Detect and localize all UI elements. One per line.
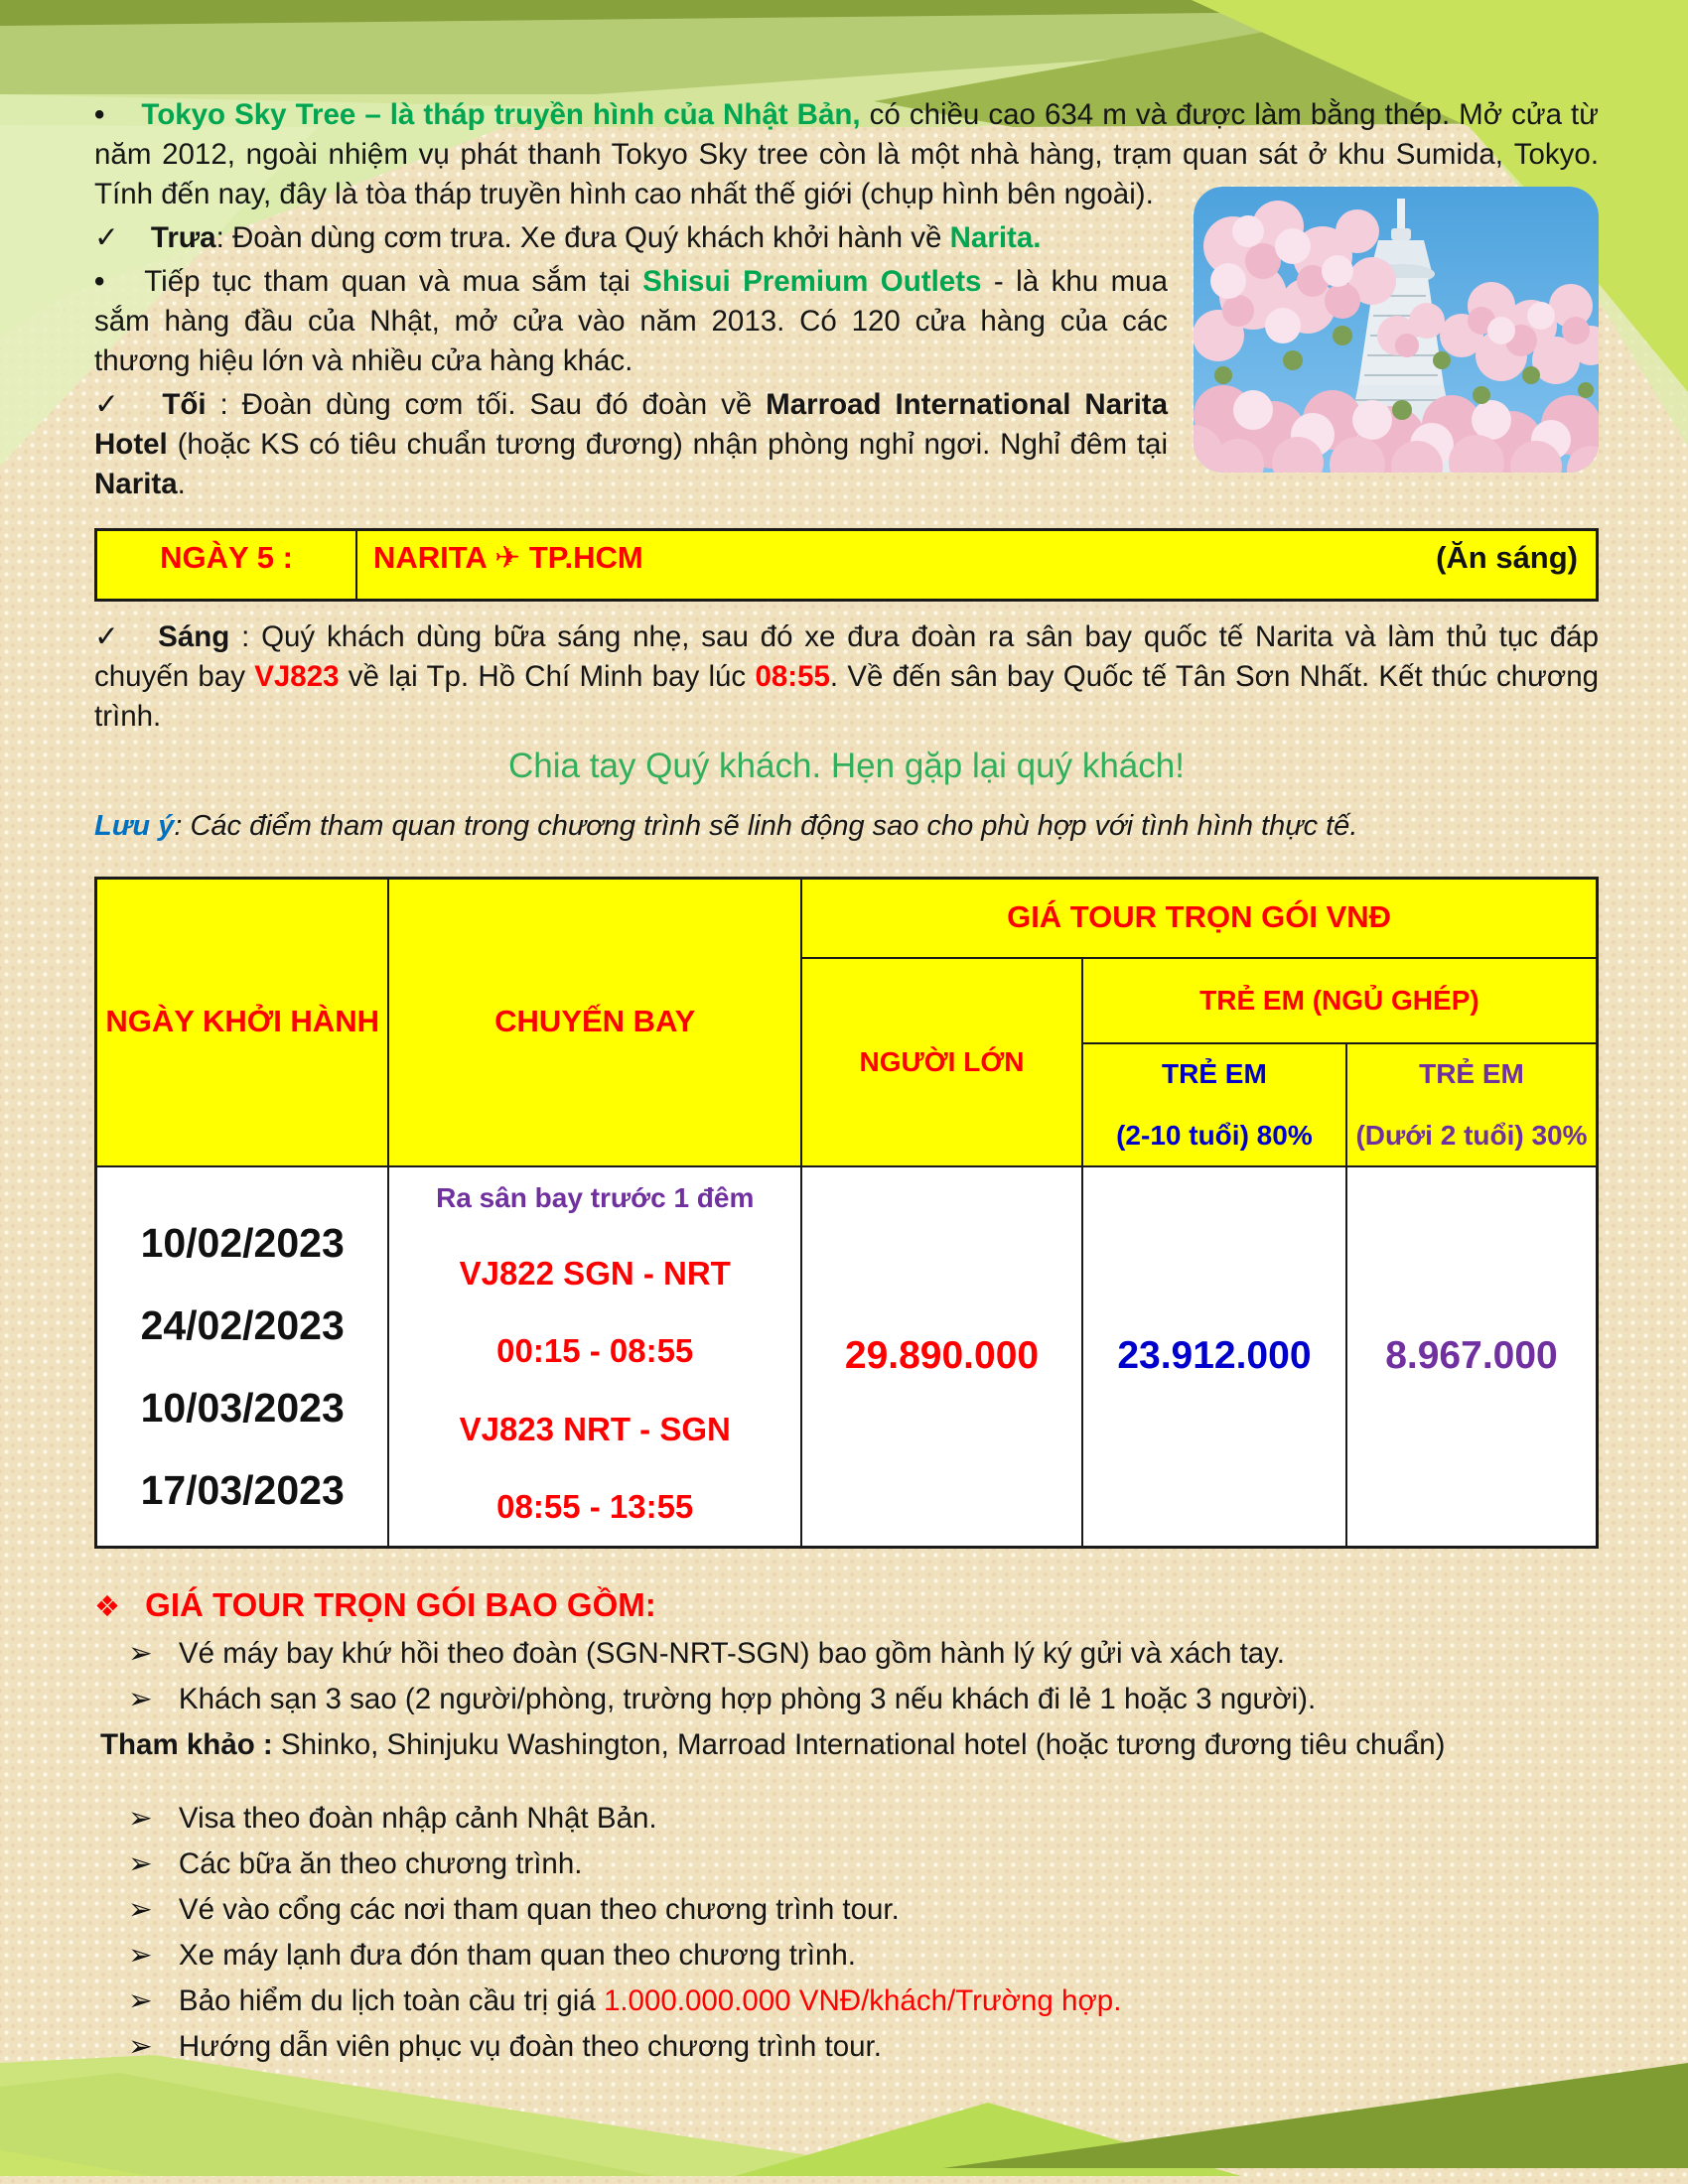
departure-date: 17/03/2023 [140, 1467, 345, 1514]
child-2-10-price: 23.912.000 [1117, 1334, 1312, 1378]
cherry-blossom-tower-image [1194, 187, 1599, 473]
header-child-under-2 [1346, 1043, 1598, 1166]
note-text: : Các điểm tham quan trong chương trình sẽ linh động sao cho phù hợp với tình hình thực tế. [174, 810, 1358, 842]
arrow-bullet-icon: ➢ [128, 1939, 153, 1972]
insurance-amount: 1.000.000.000 VNĐ/khách/Trường hợp. [603, 1984, 1122, 2017]
dinner-text-end: . [177, 468, 186, 500]
include-item [94, 2030, 1599, 2063]
includes-heading-text: GIÁ TOUR TRỌN GÓI BAO GỒM: [145, 1586, 656, 1623]
header-child-2-10 [1082, 1043, 1346, 1166]
morning-text-mid: về lại Tp. Hồ Chí Minh bay lúc [348, 660, 747, 693]
include-item-text: Các bữa ăn theo chương trình. [178, 1847, 583, 1880]
arrow-bullet-icon: ➢ [128, 2030, 153, 2063]
include-item [94, 1939, 1599, 1972]
adult-price-cell [801, 1166, 1082, 1548]
include-item [94, 1683, 1599, 1715]
morning-label: Sáng [158, 620, 230, 653]
include-item-text: Xe máy lạnh đưa đón tham quan theo chương trình. [178, 1939, 856, 1972]
header-child-group: TRẺ EM (NGỦ GHÉP) [1082, 958, 1598, 1043]
flight-note: Ra sân bay trước 1 đêm [436, 1182, 755, 1214]
flight-number: VJ823 [254, 660, 340, 693]
day5-label: NGÀY 5 : [160, 540, 293, 575]
reference-text: Shinko, Shinjuku Washington, Marroad International hotel (hoặc tương đương tiêu chuẩn) [280, 1728, 1446, 1761]
check-icon: ✓ [94, 388, 125, 421]
dinner-text-pre: : Đoàn dùng cơm tối. Sau đó đoàn về [219, 388, 753, 421]
departure-date: 10/03/2023 [140, 1385, 345, 1432]
lunch-label: Trưa [150, 221, 216, 254]
include-item-text: Vé vào cổng các nơi tham quan theo chương trình tour. [178, 1893, 900, 1926]
child-under-2-line2: (Dưới 2 tuổi) 30% [1355, 1119, 1588, 1151]
header-flight: CHUYẾN BAY [388, 879, 801, 1166]
reference-label: Tham khảo : [100, 1728, 273, 1761]
include-item [94, 1637, 1599, 1670]
day5-header-bar [94, 528, 1599, 602]
include-item-text: Vé máy bay khứ hồi theo đoàn (SGN-NRT-SGN) bao gồm hành lý ký gửi và xách tay. [178, 1637, 1285, 1670]
check-icon: ✓ [94, 221, 119, 254]
arrow-bullet-icon: ➢ [128, 1893, 153, 1926]
include-item-text: Khách sạn 3 sao (2 người/phòng, trường hợp phòng 3 nếu khách đi lẻ 1 hoặc 3 người). [178, 1683, 1317, 1715]
shisui-highlight: Shisui Premium Outlets [642, 265, 982, 298]
flight-return: VJ823 NRT - SGN [459, 1410, 731, 1447]
narita-highlight: Narita. [949, 221, 1042, 254]
bullet-dot-icon: • [94, 265, 105, 298]
day5-route-cell [357, 531, 1596, 599]
include-item-text: Visa theo đoàn nhập cảnh Nhật Bản. [178, 1802, 657, 1835]
dinner-text-mid: (hoặc KS có tiêu chuẩn tương đương) nhận phòng nghỉ ngơi. Nghỉ đêm tại [177, 428, 1168, 461]
include-item [94, 1847, 1599, 1880]
morning-text-pre: : Quý khách dùng bữa sáng nhẹ, sau đó xe đưa đoàn ra sân bay quốc tế Narita và làm thủ tục đáp chuyến bay [94, 620, 1599, 693]
child-under-2-price: 8.967.000 [1385, 1334, 1558, 1378]
departure-time: 08:55 [755, 660, 830, 693]
note-label: Lưu ý [94, 810, 175, 842]
flight-return-time: 08:55 - 13:55 [496, 1488, 694, 1526]
flight-outbound: VJ822 SGN - NRT [459, 1254, 731, 1292]
farewell-message: Chia tay Quý khách. Hẹn gặp lại quý khách! [508, 747, 1185, 785]
flight-outbound-time: 00:15 - 08:55 [496, 1332, 694, 1370]
morning-text-post: . Về đến sân bay Quốc tế Tân Sơn Nhất. Kết thúc chương trình. [94, 660, 1600, 733]
tokyo-sky-tree-title: Tokyo Sky Tree – là tháp truyền hình của Nhật Bản, [141, 98, 861, 131]
hotel-reference-line [94, 1728, 1599, 1762]
check-icon: ✓ [94, 620, 123, 653]
shisui-text-pre: Tiếp tục tham quan và mua sắm tại [144, 265, 631, 298]
shisui-text-post: - là khu mua sắm hàng đầu của Nhật, mở cửa vào năm 2013. Có 120 cửa hàng của các thương hiệu lớn và nhiều cửa hàng khác. [94, 265, 1168, 377]
arrow-bullet-icon: ➢ [128, 1847, 153, 1880]
paragraph-tokyo-sky-tree [94, 95, 1599, 214]
header-adult: NGƯỜI LỚN [801, 958, 1082, 1166]
bullet-dot-icon: • [94, 98, 105, 131]
includes-heading [94, 1586, 1599, 1624]
day5-label-cell [97, 531, 357, 599]
include-item-text: Hướng dẫn viên phục vụ đoàn theo chương trình tour. [178, 2030, 882, 2063]
arrow-bullet-icon: ➢ [128, 1802, 153, 1835]
include-item [94, 1802, 1599, 1835]
departure-dates-cell [96, 1166, 389, 1548]
arrow-bullet-icon: ➢ [128, 1984, 153, 2017]
includes-list-b [94, 1802, 1599, 2063]
diamond-icon: ❖ [94, 1591, 120, 1623]
header-departure-date: NGÀY KHỞI HÀNH [96, 879, 389, 1166]
price-table [94, 877, 1599, 1549]
header-price-group: GIÁ TOUR TRỌN GÓI VNĐ [801, 879, 1597, 958]
include-item-insurance [94, 1984, 1599, 2017]
arrow-bullet-icon: ➢ [128, 1683, 153, 1715]
include-item [94, 1893, 1599, 1926]
note-line [94, 810, 1599, 843]
tour-includes-section [94, 1586, 1599, 2063]
departure-date: 24/02/2023 [140, 1302, 345, 1349]
dinner-label: Tối [162, 388, 207, 421]
tokyo-sky-tree-photo [1194, 187, 1599, 473]
child-2-10-line1: TRẺ EM [1162, 1057, 1267, 1089]
arrow-bullet-icon: ➢ [128, 1637, 153, 1670]
day5-route: NARITA ✈ TP.HCM [373, 540, 643, 575]
paragraph-morning [94, 617, 1599, 737]
departure-date: 10/02/2023 [140, 1220, 345, 1267]
include-item-text: Bảo hiểm du lịch toàn cầu trị giá [178, 1984, 596, 2017]
tokyo-sky-tree-text-a: có chiều cao 634 m và được làm bằng thép. Mở cửa từ năm 2012, ngoài nhiệm vụ phát thanh Tokyo Sky tree còn là một nhà hàng, trạm quan sát ở khu Sumida, [94, 98, 1600, 171]
hotel-name: Marroad International Narita Hotel [94, 388, 1169, 461]
narita-bold: Narita [94, 468, 178, 500]
day5-meal-note: (Ăn sáng) [1436, 540, 1578, 575]
child-under-2-price-cell [1346, 1166, 1598, 1548]
lunch-text: : Đoàn dùng cơm trưa. Xe đưa Quý khách khởi hành về [215, 221, 942, 254]
flight-details-cell [388, 1166, 801, 1548]
child-under-2-line1: TRẺ EM [1419, 1057, 1524, 1089]
adult-price: 29.890.000 [844, 1334, 1040, 1378]
child-2-10-line2: (2-10 tuổi) 80% [1116, 1119, 1313, 1151]
page-content [94, 95, 1599, 2063]
tokyo-sky-tree-text-b: Tokyo. Tính đến nay, đây là tòa tháp truyền hình cao nhất thế giới (chụp hình bên ngoài). [94, 138, 1600, 210]
child-2-10-price-cell [1082, 1166, 1346, 1548]
